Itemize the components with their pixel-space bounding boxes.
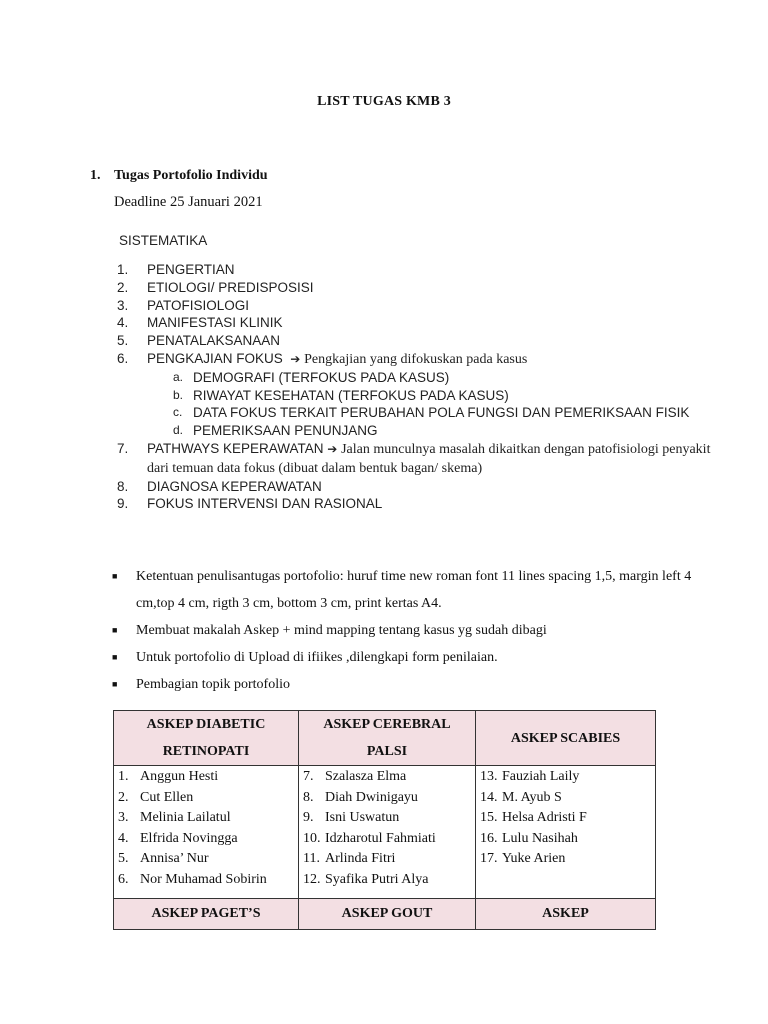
student-number: 9.	[303, 810, 314, 825]
student-name: Helsa Adristi F	[502, 810, 587, 825]
column-header: ASKEP GOUT	[299, 899, 476, 930]
bullet-text: Membuat makalah Askep + mind mapping tentang kasus yg sudah dibagi	[136, 623, 547, 638]
column-header: ASKEP	[476, 899, 656, 930]
item-note: Jalan munculnya masalah dikaitkan dengan patofisiologi penyakit dari temuan data fokus (dibuat dalam bentuk bagan/ skema)	[147, 441, 711, 476]
section-title: Tugas Portofolio Individu	[114, 168, 268, 183]
sub-item-letter: b.	[173, 387, 184, 402]
sub-item-text: RIWAYAT KESEHATAN (TERFOKUS PADA KASUS)	[193, 387, 509, 403]
table-cell	[114, 766, 299, 899]
item-text: PENATALAKSANAAN	[147, 333, 281, 349]
student-number: 13.	[480, 769, 498, 784]
student-item	[480, 788, 651, 809]
student-item	[303, 829, 471, 850]
square-bullet-icon: ■	[112, 625, 118, 635]
student-name: Lulu Nasihah	[502, 830, 578, 846]
list-item	[117, 261, 717, 279]
item-number: 7.	[117, 440, 129, 456]
list-item	[117, 332, 717, 350]
item-number: 5.	[117, 333, 129, 349]
bullet-item	[112, 644, 712, 671]
table-header-row	[114, 711, 656, 766]
table-cell	[476, 766, 656, 899]
student-name: Cut Ellen	[140, 789, 194, 805]
student-number: 7.	[303, 769, 314, 784]
sub-item-text: DATA FOKUS TERKAIT PERUBAHAN POLA FUNGSI DAN PEMERIKSAAN FISIK	[193, 405, 690, 421]
square-bullet-icon: ■	[112, 571, 118, 581]
student-list	[480, 767, 651, 870]
column-header: ASKEP PAGET’S	[114, 899, 299, 930]
student-name: Melinia Lailatul	[140, 810, 231, 825]
student-number: 6.	[118, 871, 129, 887]
item-number: 1.	[117, 262, 129, 277]
column-header: ASKEP CEREBRAL PALSI	[299, 711, 476, 766]
sub-item-letter: c.	[173, 405, 183, 420]
arrow-right-icon: ➔	[290, 351, 301, 366]
sub-item-letter: d.	[173, 423, 184, 438]
student-item	[480, 849, 651, 870]
table-cell	[299, 766, 476, 899]
student-number: 2.	[118, 789, 129, 805]
list-item	[117, 297, 717, 315]
student-name: Arlinda Fitri	[325, 851, 396, 866]
student-name: Annisa’ Nur	[140, 851, 209, 866]
student-number: 12.	[303, 871, 321, 887]
student-item	[303, 788, 471, 809]
bullet-item	[112, 671, 712, 698]
student-item	[118, 870, 294, 891]
student-number: 1.	[118, 769, 129, 784]
student-name: Szalasza Elma	[325, 769, 407, 784]
student-number: 8.	[303, 789, 314, 805]
sub-item-text: PEMERIKSAAN PENUNJANG	[193, 423, 378, 439]
item-note: Pengkajian yang difokuskan pada kasus	[304, 351, 528, 367]
student-item	[118, 788, 294, 809]
item-text: PENGERTIAN	[147, 262, 235, 277]
student-item	[303, 870, 471, 891]
topic-assignment-table	[113, 710, 656, 930]
item-text: MANIFESTASI KLINIK	[147, 315, 283, 331]
list-item	[117, 350, 717, 440]
square-bullet-icon: ■	[112, 679, 118, 689]
student-item	[118, 829, 294, 850]
item-text: PATHWAYS KEPERAWATAN	[147, 440, 324, 456]
sub-item-text: DEMOGRAFI (TERFOKUS PADA KASUS)	[193, 369, 450, 385]
student-name: Anggun Hesti	[140, 769, 219, 784]
bullet-text: Ketentuan penulisantugas portofolio: huruf time new roman font 11 lines spacing 1,5, margin left 4 cm,top 4 cm, rigth 3 cm, bottom 3 cm, print kertas A4.	[136, 569, 692, 611]
student-name: Isni Uswatun	[325, 810, 400, 825]
item-text: PENGKAJIAN FOKUS	[147, 350, 283, 366]
student-item	[480, 829, 651, 850]
student-item	[118, 849, 294, 870]
student-name: Nor Muhamad Sobirin	[140, 871, 267, 887]
bullet-list	[112, 563, 712, 698]
item-number: 4.	[117, 315, 129, 331]
student-number: 17.	[480, 851, 498, 866]
table-row	[114, 766, 656, 899]
item-number: 6.	[117, 350, 129, 366]
item-body	[147, 440, 717, 478]
student-item	[303, 849, 471, 870]
student-number: 15.	[480, 810, 498, 825]
sub-item-letter: a.	[173, 369, 184, 384]
item-text: PATOFISIOLOGI	[147, 297, 250, 313]
student-list	[303, 767, 471, 890]
sub-list-item	[147, 387, 717, 405]
column-header: ASKEP DIABETIC RETINOPATI	[114, 711, 299, 766]
student-item	[480, 808, 651, 829]
student-number: 16.	[480, 830, 498, 846]
sub-list-item	[147, 404, 717, 422]
item-number: 3.	[117, 297, 129, 313]
sistematika-label: SISTEMATIKA	[119, 233, 208, 248]
student-number: 11.	[303, 851, 320, 866]
sub-list-item	[147, 422, 717, 440]
list-item	[117, 440, 717, 478]
item-number: 9.	[117, 496, 129, 512]
list-item	[117, 279, 717, 297]
section-heading	[90, 168, 268, 184]
list-item	[117, 495, 717, 513]
bullet-item	[112, 563, 712, 617]
student-name: M. Ayub S	[502, 789, 562, 805]
bullet-text: Pembagian topik portofolio	[136, 677, 290, 692]
sub-list-item	[147, 369, 717, 387]
item-body	[147, 350, 717, 440]
item-number: 2.	[117, 279, 129, 295]
sub-list	[147, 369, 717, 440]
item-text: FOKUS INTERVENSI DAN RASIONAL	[147, 496, 383, 512]
student-name: Fauziah Laily	[502, 769, 580, 784]
student-item	[303, 808, 471, 829]
list-item	[117, 478, 717, 496]
table-header-row	[114, 899, 656, 930]
arrow-right-icon: ➔	[327, 441, 338, 456]
student-number: 10.	[303, 830, 321, 846]
student-name: Idzharotul Fahmiati	[325, 830, 436, 846]
sistematika-list	[117, 261, 717, 513]
bullet-item	[112, 617, 712, 644]
item-text: ETIOLOGI/ PREDISPOSISI	[147, 279, 314, 295]
item-text: DIAGNOSA KEPERAWATAN	[147, 478, 322, 494]
student-item	[480, 767, 651, 788]
student-name: Diah Dwinigayu	[325, 789, 418, 805]
student-number: 4.	[118, 830, 129, 846]
section-number: 1.	[90, 168, 101, 183]
list-item	[117, 314, 717, 332]
student-number: 3.	[118, 810, 129, 825]
document-title: LIST TUGAS KMB 3	[317, 94, 451, 109]
item-number: 8.	[117, 478, 129, 494]
deadline-text: Deadline 25 Januari 2021	[114, 194, 263, 210]
student-item	[118, 767, 294, 788]
student-number: 5.	[118, 851, 129, 866]
column-header: ASKEP SCABIES	[476, 711, 656, 766]
student-list	[118, 767, 294, 890]
student-item	[118, 808, 294, 829]
student-name: Syafika Putri Alya	[325, 871, 429, 887]
square-bullet-icon: ■	[112, 652, 118, 662]
student-item	[303, 767, 471, 788]
bullet-text: Untuk portofolio di Upload di ifiikes ,dilengkapi form penilaian.	[136, 650, 498, 665]
student-name: Elfrida Novingga	[140, 830, 238, 846]
student-name: Yuke Arien	[502, 851, 566, 866]
student-number: 14.	[480, 789, 498, 805]
